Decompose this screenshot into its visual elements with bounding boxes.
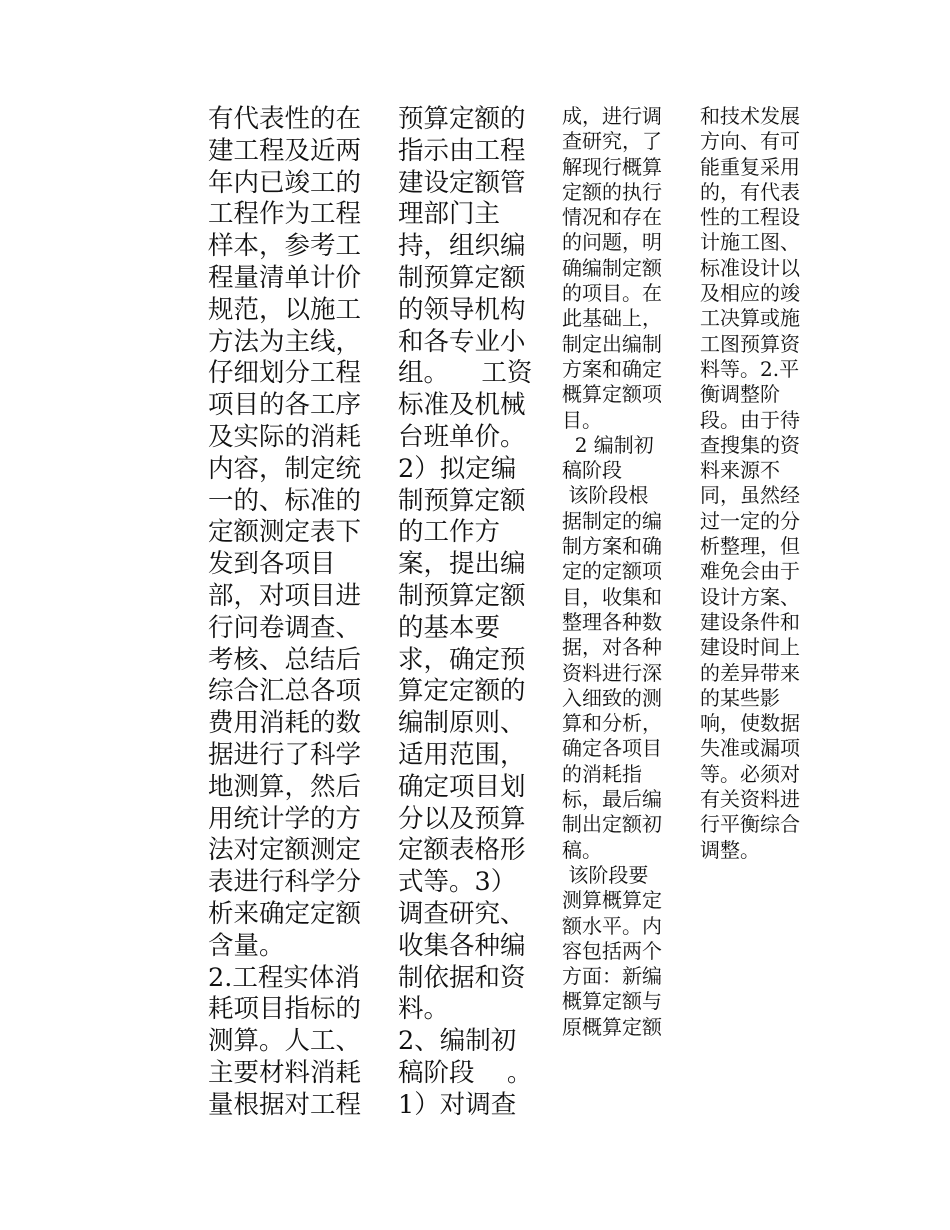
text-line: 行平衡综合 xyxy=(700,812,800,837)
text-line: 析整理，但 xyxy=(700,534,800,559)
text-line: 衡调整阶 xyxy=(700,382,780,407)
text-line: 过一定的分 xyxy=(700,508,800,533)
text-line: 制方案和确 xyxy=(562,534,662,559)
text-line: 和技术发展 xyxy=(700,104,800,128)
text-line: 目，收集和 xyxy=(562,584,662,609)
text-line: 部，对项目进 xyxy=(208,580,362,611)
text-column-1 xyxy=(208,104,373,1122)
text-line: 失准或漏项 xyxy=(700,736,800,761)
text-line: 的基本要 xyxy=(398,612,501,643)
text-line: 表进行科学分 xyxy=(208,867,362,898)
text-line: 定额测定表下 xyxy=(208,517,362,548)
text-line: 调查研究、 xyxy=(398,898,526,929)
text-line: 指示由工程 xyxy=(398,135,526,166)
text-line: 情况和存在 xyxy=(562,205,662,230)
text-line: 建设时间上 xyxy=(700,635,800,660)
text-line: 工图预算资 xyxy=(700,331,800,356)
text-line: 行问卷调查、 xyxy=(208,612,362,643)
text-line: 的，有代表 xyxy=(700,179,800,204)
text-line: 标准及机械 xyxy=(398,390,526,421)
text-line: 制预算定额 xyxy=(398,485,526,516)
text-line: 一的、标准的 xyxy=(208,485,362,516)
text-line: 额水平。内 xyxy=(562,913,662,938)
text-line: 用统计学的方 xyxy=(208,803,362,834)
text-line: 概算定额项 xyxy=(562,382,662,407)
text-line: 综合汇总各项 xyxy=(208,676,362,707)
text-line: 量根据对工程 xyxy=(208,1089,362,1120)
text-line: 2 编制初 xyxy=(562,432,654,457)
text-line: 及相应的竣 xyxy=(700,281,800,306)
text-line: 据进行了科学 xyxy=(208,739,362,770)
text-line: 的差异带来 xyxy=(700,660,800,685)
text-line: 定额的执行 xyxy=(562,179,662,204)
text-line: 工程作为工程 xyxy=(208,199,362,230)
text-line: 建设条件和 xyxy=(700,609,800,634)
text-line: 料。 xyxy=(398,994,450,1025)
text-line: 年内已竣工的 xyxy=(208,167,362,198)
text-line: 式等。3） xyxy=(398,867,517,898)
text-line: 段。由于待 xyxy=(700,407,800,432)
text-line: 建设定额管 xyxy=(398,167,526,198)
text-column-4 xyxy=(700,104,824,863)
text-line: 含量。 xyxy=(208,930,285,961)
text-line: 及实际的消耗 xyxy=(208,421,362,452)
text-line: 稿阶段 xyxy=(562,458,622,483)
text-line: 算和分析， xyxy=(562,711,662,736)
text-line: 适用范围， xyxy=(398,739,526,770)
text-line: 性的工程设 xyxy=(700,205,800,230)
text-line: 和各专业小 xyxy=(398,326,526,357)
text-line: 制预算定额 xyxy=(398,580,526,611)
text-line: 能重复采用 xyxy=(700,154,800,179)
text-line: 方面：新编 xyxy=(562,964,662,989)
text-line: 制定出编制 xyxy=(562,331,662,356)
text-line: 原概算定额 xyxy=(562,1014,662,1039)
text-line: 规范，以施工 xyxy=(208,294,362,325)
text-line: 程量清单计价 xyxy=(208,262,362,293)
text-line: 方法为主线， xyxy=(208,326,362,357)
text-line: 编制原则、 xyxy=(398,708,526,739)
text-line: 2）拟定编 xyxy=(398,453,517,484)
text-line: 法对定额测定 xyxy=(208,835,362,866)
text-line: 2.工程实体消 xyxy=(208,962,360,993)
text-line: 测算概算定 xyxy=(562,888,662,913)
text-line: 计施工图、 xyxy=(700,230,800,255)
text-line: 制依据和资 xyxy=(398,962,526,993)
text-line: 建工程及近两 xyxy=(208,135,362,166)
text-line: 确定项目划 xyxy=(398,771,526,802)
text-line: 析来确定定额 xyxy=(208,898,362,929)
text-column-2 xyxy=(398,104,541,1122)
text-line: 料等。2.平 xyxy=(700,356,800,381)
text-line: 调整。 xyxy=(700,837,760,862)
text-line: 1）对调查 xyxy=(398,1089,517,1120)
text-line: 持，组织编 xyxy=(398,231,526,262)
text-line: 定的定额项 xyxy=(562,559,662,584)
text-line: 难免会由于 xyxy=(700,559,800,584)
text-line: 理部门主 xyxy=(398,199,501,230)
text-line: 稿。 xyxy=(562,837,602,862)
text-line: 收集各种编 xyxy=(398,930,526,961)
text-line: 测算。人工、 xyxy=(208,1026,362,1057)
text-line: 组。 工资 xyxy=(398,358,533,389)
text-line: 资料进行深 xyxy=(562,660,662,685)
text-line: 算定定额的 xyxy=(398,676,526,707)
text-line: 此基础上， xyxy=(562,306,662,331)
text-line: 方向、有可 xyxy=(700,129,800,154)
text-line: 成，进行调 xyxy=(562,104,662,128)
text-line: 考核、总结后 xyxy=(208,644,362,675)
text-line: 案，提出编 xyxy=(398,549,526,580)
text-line: 查搜集的资 xyxy=(700,432,800,457)
text-line: 方案和确定 xyxy=(562,356,662,381)
text-line: 的问题，明 xyxy=(562,230,662,255)
text-line: 地测算，然后 xyxy=(208,771,362,802)
text-line: 该阶段根 xyxy=(562,483,649,508)
text-line: 确定各项目 xyxy=(562,736,662,761)
text-line: 预算定额的 xyxy=(398,104,526,134)
text-line: 有关资料进 xyxy=(700,787,800,812)
text-line: 工决算或施 xyxy=(700,306,800,331)
text-line: 求，确定预 xyxy=(398,644,526,675)
text-line: 费用消耗的数 xyxy=(208,708,362,739)
text-line: 耗项目指标的 xyxy=(208,994,362,1025)
text-line: 的消耗指 xyxy=(562,761,642,786)
text-line: 2、编制初 xyxy=(398,1026,517,1057)
text-line: 稿阶段 。 xyxy=(398,1057,533,1088)
text-line: 据制定的编 xyxy=(562,508,662,533)
text-line: 定额表格形 xyxy=(398,835,526,866)
text-line: 目。 xyxy=(562,407,602,432)
text-line: 制预算定额 xyxy=(398,262,526,293)
text-line: 据，对各种 xyxy=(562,635,662,660)
text-line: 标，最后编 xyxy=(562,787,662,812)
text-line: 的某些影 xyxy=(700,685,780,710)
text-line: 主要材料消耗 xyxy=(208,1057,362,1088)
text-line: 的领导机构 xyxy=(398,294,526,325)
text-line: 解现行概算 xyxy=(562,154,662,179)
text-line: 响，使数据 xyxy=(700,711,800,736)
text-line: 容包括两个 xyxy=(562,938,662,963)
text-line: 制出定额初 xyxy=(562,812,662,837)
text-line: 确编制定额 xyxy=(562,255,662,280)
text-line: 仔细划分工程 xyxy=(208,358,362,389)
text-column-3 xyxy=(562,104,680,1040)
text-line: 料来源不 xyxy=(700,458,780,483)
text-line: 整理各种数 xyxy=(562,609,662,634)
text-line: 概算定额与 xyxy=(562,989,662,1014)
text-line: 的项目。在 xyxy=(562,281,662,306)
text-line: 设计方案、 xyxy=(700,584,800,609)
text-line: 分以及预算 xyxy=(398,803,526,834)
text-line: 有代表性的在 xyxy=(208,104,362,134)
text-line: 发到各项目 xyxy=(208,549,336,580)
text-line: 样本，参考工 xyxy=(208,231,362,262)
text-line: 等。必须对 xyxy=(700,761,800,786)
text-line: 查研究，了 xyxy=(562,129,662,154)
text-line: 标准设计以 xyxy=(700,255,800,280)
text-line: 入细致的测 xyxy=(562,685,662,710)
text-line: 该阶段要 xyxy=(562,862,649,887)
text-line: 同，虽然经 xyxy=(700,483,800,508)
text-line: 台班单价。 xyxy=(398,421,526,452)
text-line: 项目的各工序 xyxy=(208,390,362,421)
text-line: 的工作方 xyxy=(398,517,501,548)
text-line: 内容，制定统 xyxy=(208,453,362,484)
